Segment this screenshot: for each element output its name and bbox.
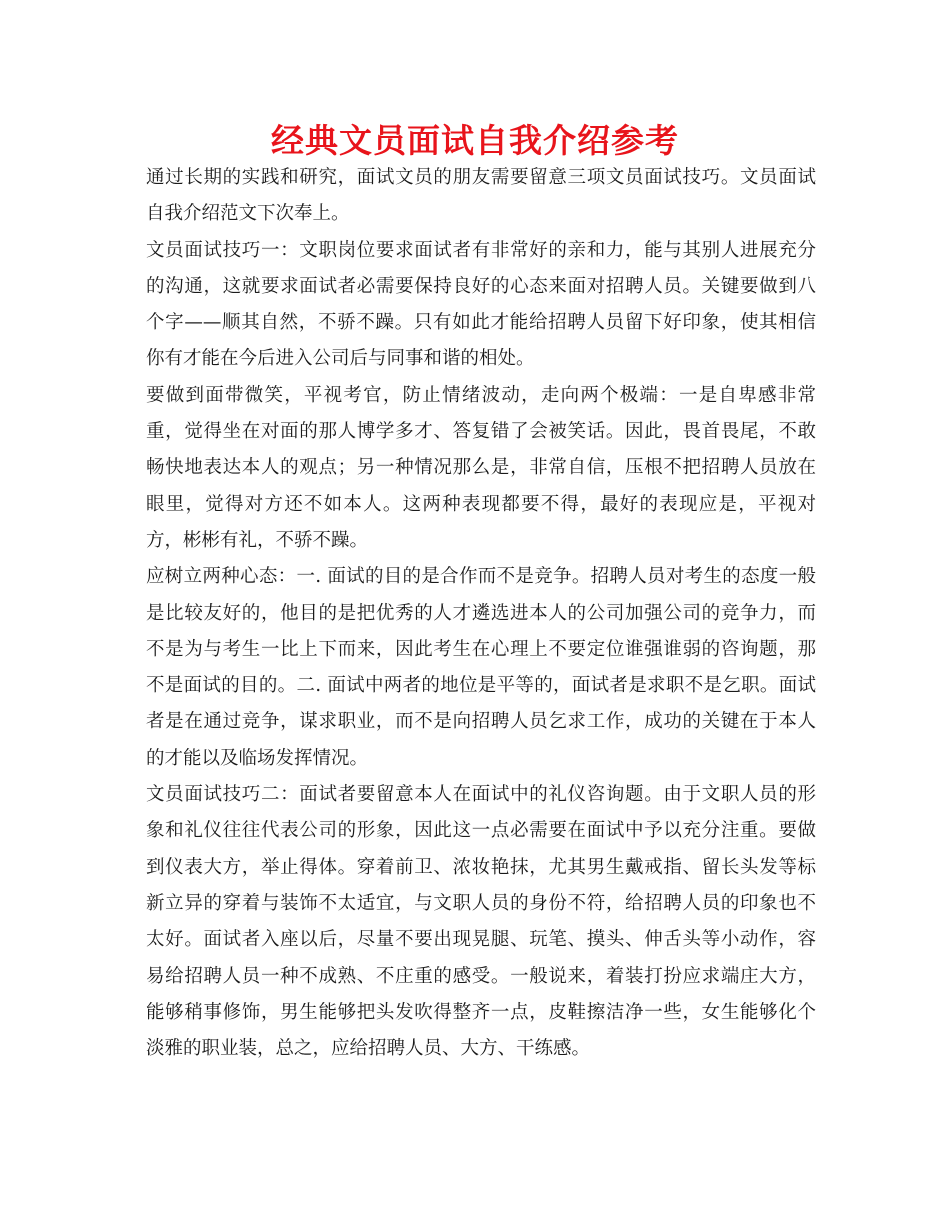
text-line: 自我介绍范文下次奉上。 (146, 203, 350, 225)
text-line: 象和礼仪往往代表公司的形象，因此这一点必需要在面试中予以充分注重。要做 (146, 820, 816, 842)
text-line: 文员面试技巧一：文职岗位要求面试者有非常好的亲和力，能与其别人进展充分 (146, 239, 816, 261)
text-line: 易给招聘人员一种不成熟、不庄重的感受。一般说来，着装打扮应求端庄大方， (146, 965, 816, 987)
text-line: 新立异的穿着与装饰不太适宜，与文职人员的身份不符，给招聘人员的印象也不 (146, 892, 816, 914)
text-line: 你有才能在今后进入公司后与同事和谐的相处。 (146, 348, 535, 370)
text-line: 畅快地表达本人的观点；另一种情况那么是，非常自信，压根不把招聘人员放在 (146, 457, 816, 479)
text-line: 方，彬彬有礼，不骄不躁。 (146, 529, 369, 551)
text-line: 是比较友好的，他目的是把优秀的人才遴选进本人的公司加强公司的竞争力，而 (146, 602, 816, 624)
text-line: 通过长期的实践和研究，面试文员的朋友需要留意三项文员面试技巧。文员面试 (146, 167, 816, 188)
text-line: 太好。面试者入座以后，尽量不要出现晃腿、玩笔、摸头、伸舌头等小动作，容 (146, 929, 816, 951)
text-line: 应树立两种心态：一. 面试的目的是合作而不是竞争。招聘人员对考生的态度一般 (146, 566, 816, 588)
text-line: 不是为与考生一比上下而来，因此考生在心理上不要定位谁强谁弱的咨询题，那 (146, 638, 816, 660)
text-line: 个字——顺其自然，不骄不躁。只有如此才能给招聘人员留下好印象，使其相信 (146, 312, 816, 334)
text-line: 要做到面带微笑，平视考官，防止情绪波动，走向两个极端：一是自卑感非常 (146, 384, 816, 406)
document-title: 经典文员面试自我介绍参考 (271, 121, 679, 160)
text-line: 的沟通，这就要求面试者必需要保持良好的心态来面对招聘人员。关键要做到八 (146, 275, 816, 297)
text-line: 文员面试技巧二：面试者要留意本人在面试中的礼仪咨询题。由于文职人员的形 (146, 784, 816, 806)
text-line: 者是在通过竞争，谋求职业，而不是向招聘人员乞求工作，成功的关键在于本人 (146, 711, 816, 733)
text-line: 淡雅的职业装，总之，应给招聘人员、大方、干练感。 (146, 1038, 591, 1060)
text-line: 的才能以及临场发挥情况。 (146, 747, 369, 769)
text-line: 能够稍事修饰，男生能够把头发吹得整齐一点，皮鞋擦洁净一些，女生能够化个 (146, 1001, 816, 1023)
text-line: 到仪表大方，举止得体。穿着前卫、浓妆艳抹，尤其男生戴戒指、留长头发等标 (146, 856, 816, 878)
text-line: 重，觉得坐在对面的那人博学多才、答复错了会被笑话。因此，畏首畏尾，不敢 (146, 421, 816, 443)
text-line: 眼里，觉得对方还不如本人。这两种表现都要不得，最好的表现应是，平视对 (146, 493, 816, 515)
text-line: 不是面试的目的。二. 面试中两者的地位是平等的，面试者是求职不是乞职。面试 (146, 675, 816, 697)
document-body (146, 160, 816, 1067)
